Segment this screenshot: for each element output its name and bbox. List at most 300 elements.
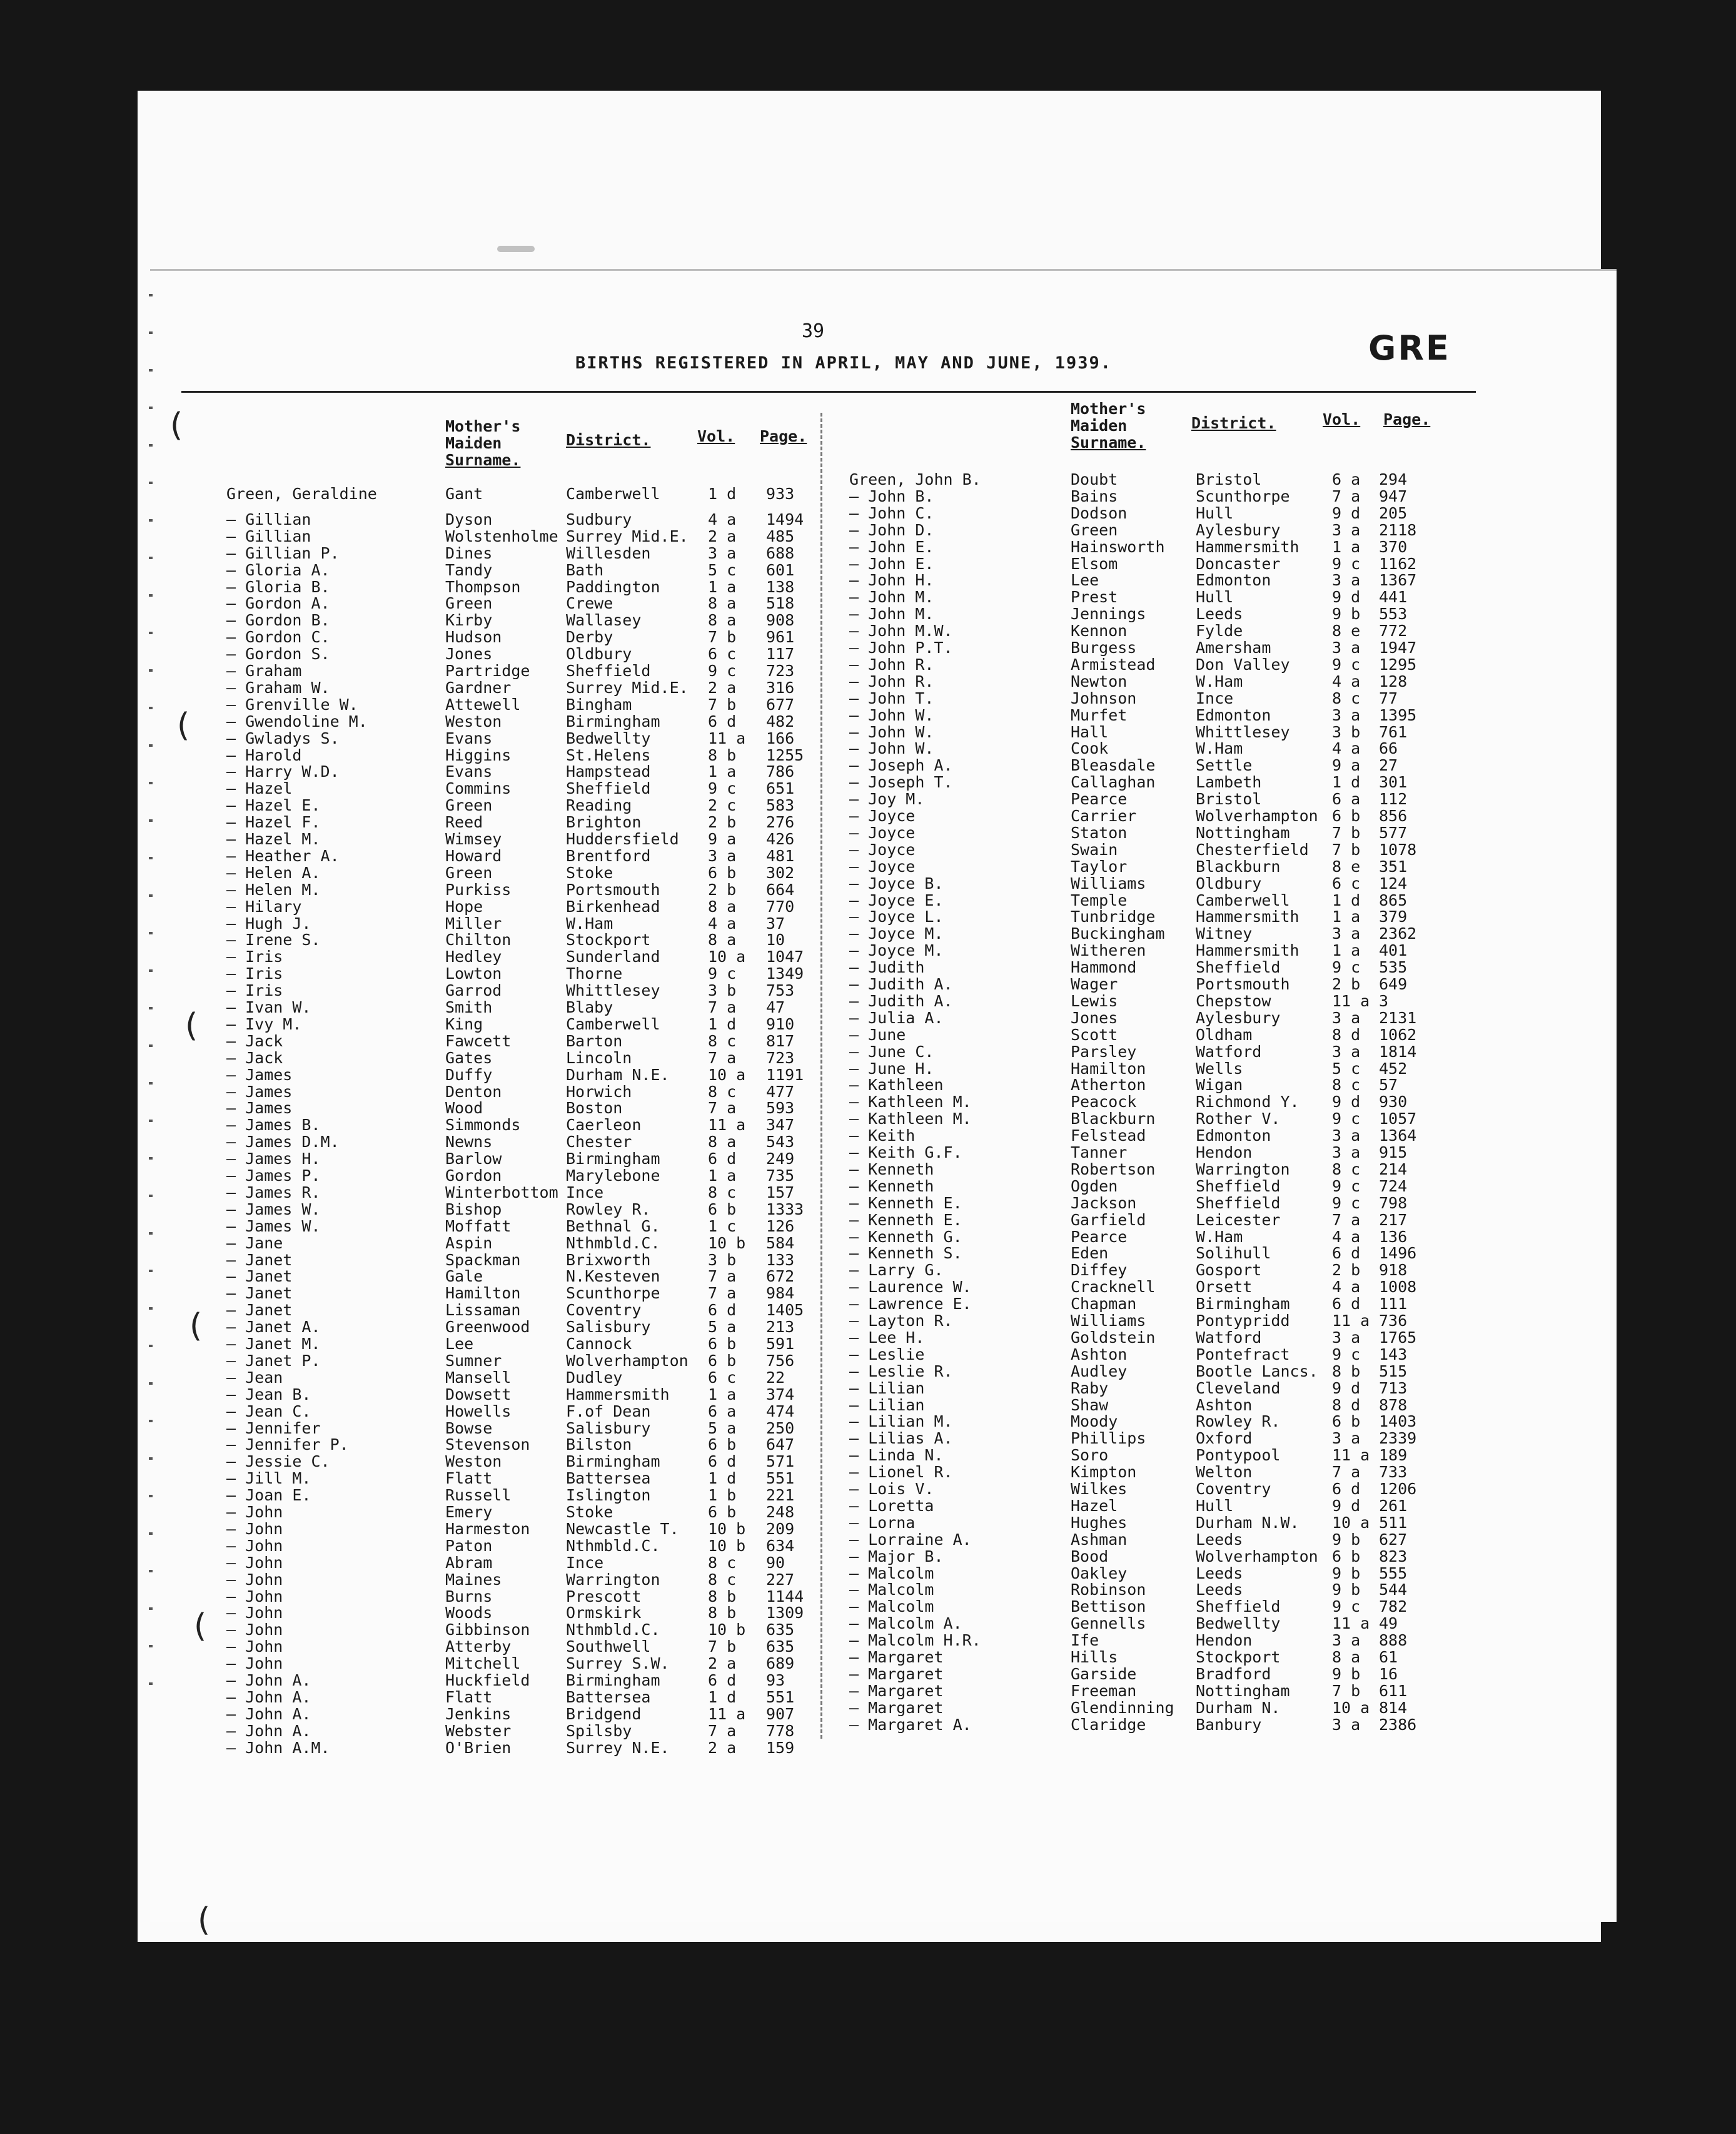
entry-name: — Jack (226, 1048, 283, 1067)
district: Surrey N.E. (566, 1738, 670, 1757)
entry-name: — John W. (849, 739, 934, 758)
maiden-surname: Denton (445, 1082, 502, 1101)
volume: 2 b (1332, 975, 1361, 993)
volume: 6 c (708, 1368, 737, 1387)
maiden-surname: Atterby (445, 1637, 512, 1656)
district: Bradford (1196, 1664, 1271, 1683)
page-ref: 713 (1379, 1378, 1408, 1397)
volume: 11 a (708, 1116, 746, 1135)
volume: 9 c (1332, 1110, 1361, 1128)
volume: 2 a (708, 678, 737, 697)
district: Watford (1196, 1328, 1262, 1347)
district: Bridgend (566, 1704, 642, 1723)
district: Sheffield (1196, 1597, 1281, 1616)
district: Pontypridd (1196, 1312, 1290, 1330)
entry-name: — Gordon S. (226, 645, 330, 664)
page-ref: 933 (766, 485, 795, 503)
district: Paddington (566, 577, 660, 596)
entry-name: — Ivan W. (226, 998, 311, 1016)
volume: 1 b (708, 1486, 737, 1505)
district: Hampstead (566, 762, 651, 781)
maiden-surname: Buckingham (1071, 924, 1165, 943)
page-ref: 213 (766, 1318, 795, 1337)
volume: 10 a (708, 948, 746, 966)
page-ref: 634 (766, 1536, 795, 1555)
district: Settle (1196, 756, 1253, 775)
entry-name: — Gloria A. (226, 560, 330, 579)
maiden-surname: Oakley (1071, 1564, 1128, 1582)
maiden-surname: Winterbottom (445, 1183, 558, 1201)
entry-name: — Iris (226, 964, 283, 983)
entry-name: — John D. (849, 520, 934, 539)
district: Doncaster (1196, 554, 1281, 573)
entry-name: — John E. (849, 537, 934, 556)
volume: 8 c (1332, 1076, 1361, 1095)
entry-name: — Gordon A. (226, 594, 330, 613)
district: Nthmbld.C. (566, 1233, 660, 1252)
entry-name: — Kathleen M. (849, 1093, 972, 1111)
entry-name: — John W. (849, 722, 934, 741)
page-ref: 1255 (766, 746, 804, 764)
page-ref: 49 (1379, 1614, 1398, 1633)
right-district-header: District. (1191, 414, 1276, 432)
district: Aylesbury (1196, 520, 1281, 539)
maiden-surname: Peacock (1071, 1093, 1137, 1111)
district: Wigan (1196, 1076, 1243, 1095)
maiden-surname: Harmeston (445, 1519, 530, 1538)
district: Wallasey (566, 611, 642, 630)
entry-name: — Joyce L. (849, 908, 944, 926)
district: Ince (1196, 689, 1234, 707)
page-ref: 515 (1379, 1362, 1408, 1380)
volume: 6 d (708, 1150, 737, 1168)
district: Battersea (566, 1687, 651, 1706)
entry-name: — John A. (226, 1704, 311, 1723)
volume: 2 b (708, 880, 737, 899)
entry-name: — Heather A. (226, 846, 340, 865)
page-ref: 584 (766, 1233, 795, 1252)
maiden-surname: Kirby (445, 611, 493, 630)
entry-name: — Janet (226, 1284, 293, 1303)
entry-name: — Joyce (849, 807, 916, 825)
entry-name: — Ivy M. (226, 1014, 302, 1033)
volume: 3 b (708, 1250, 737, 1269)
maiden-surname: Parsley (1071, 1042, 1137, 1061)
district: Leeds (1196, 1564, 1243, 1582)
volume: 11 a (1332, 1312, 1370, 1330)
volume: 8 d (1332, 1395, 1361, 1414)
district: Hendon (1196, 1143, 1253, 1161)
district: Oxford (1196, 1429, 1253, 1448)
entry-name: — Gwladys S. (226, 729, 340, 747)
page-ref: 647 (766, 1435, 795, 1454)
volume: 8 c (708, 1570, 737, 1589)
punch-hole-mark: ( (189, 1307, 203, 1345)
district: Bristol (1196, 790, 1262, 809)
volume: 9 c (1332, 655, 1361, 674)
maiden-surname: Woods (445, 1604, 493, 1622)
entry-name: — John H. (849, 571, 934, 590)
page-ref: 1008 (1379, 1278, 1417, 1297)
maiden-surname: Weston (445, 1452, 502, 1471)
page-ref: 16 (1379, 1664, 1398, 1683)
district: Edmonton (1196, 705, 1271, 724)
page-title: BIRTHS REGISTERED IN APRIL, MAY AND JUNE, 1939. (575, 353, 1113, 373)
district: Scunthorpe (1196, 487, 1290, 505)
maiden-surname: Hudson (445, 628, 502, 647)
maiden-surname: Chapman (1071, 1295, 1137, 1313)
district: W.Ham (566, 914, 613, 933)
page-ref: 601 (766, 560, 795, 579)
entry-name: — James H. (226, 1150, 321, 1168)
district: Birmingham (566, 1150, 660, 1168)
entry-name: — Kenneth G. (849, 1227, 962, 1246)
maiden-surname: Tunbridge (1071, 908, 1156, 926)
district: Stockport (566, 931, 651, 949)
maiden-surname: Scott (1071, 1025, 1118, 1044)
volume: 6 d (708, 1452, 737, 1471)
volume: 2 a (708, 527, 737, 545)
district: Bedwellty (1196, 1614, 1281, 1633)
volume: 7 a (1332, 1210, 1361, 1229)
page-ref: 583 (766, 796, 795, 815)
volume: 7 a (708, 998, 737, 1016)
maiden-surname: Stevenson (445, 1435, 530, 1454)
page-ref: 27 (1379, 756, 1398, 775)
maiden-surname: Cracknell (1071, 1278, 1156, 1297)
page-ref: 984 (766, 1284, 795, 1303)
page-ref: 117 (766, 645, 795, 664)
district: Camberwell (1196, 891, 1290, 909)
page-ref: 143 (1379, 1345, 1408, 1363)
page-ref: 214 (1379, 1160, 1408, 1178)
page-ref: 1309 (766, 1604, 804, 1622)
volume: 4 a (708, 914, 737, 933)
entry-name: — James B. (226, 1116, 321, 1135)
entry-name: — Hazel E. (226, 796, 321, 815)
page-ref: 205 (1379, 503, 1408, 522)
volume: 11 a (708, 1704, 746, 1723)
entry-name: — Lorna (849, 1513, 916, 1532)
volume: 9 d (1332, 1093, 1361, 1111)
entry-name: — Linda N. (849, 1446, 944, 1465)
page-ref: 723 (766, 1048, 795, 1067)
entry-name: — John M. (849, 605, 934, 624)
district: Leeds (1196, 605, 1243, 624)
entry-name: — Gillian P. (226, 544, 340, 562)
volume: 8 b (708, 746, 737, 764)
district: Thorne (566, 964, 623, 983)
page-ref: 1405 (766, 1301, 804, 1320)
volume: 9 c (708, 779, 737, 798)
maiden-surname: Swain (1071, 840, 1118, 859)
volume: 4 a (708, 510, 737, 528)
maiden-surname: Evans (445, 762, 493, 781)
page-ref: 166 (766, 729, 795, 747)
district: Stockport (1196, 1648, 1281, 1666)
entry-name: — John (226, 1503, 283, 1521)
volume: 3 a (1332, 924, 1361, 943)
page-ref: 1162 (1379, 554, 1417, 573)
district: Salisbury (566, 1318, 651, 1337)
entry-name: — Leslie R. (849, 1362, 953, 1380)
page-ref: 347 (766, 1116, 795, 1135)
page-ref: 374 (766, 1385, 795, 1403)
entry-name: — Gwendoline M. (226, 712, 368, 731)
volume: 4 a (1332, 1278, 1361, 1297)
volume: 9 c (1332, 1176, 1361, 1195)
maiden-surname: Atherton (1071, 1076, 1146, 1095)
maiden-surname: Hills (1071, 1648, 1118, 1666)
entry-name: — John R. (849, 655, 934, 674)
entry-name: — Malcolm A. (849, 1614, 962, 1633)
page-ref: 90 (766, 1553, 785, 1572)
volume: 10 a (1332, 1698, 1370, 1717)
entry-name: — Malcolm H.R. (849, 1631, 981, 1650)
volume: 10 a (708, 1065, 746, 1084)
maiden-surname: Gordon (445, 1166, 502, 1185)
district: Birmingham (566, 1671, 660, 1689)
page-ref: 593 (766, 1099, 795, 1118)
page-ref: 1191 (766, 1065, 804, 1084)
maiden-surname: Gardner (445, 678, 512, 697)
entry-name: — Kenneth (849, 1176, 934, 1195)
volume: 3 a (1332, 1042, 1361, 1061)
maiden-surname: Evans (445, 729, 493, 747)
page-ref: 294 (1379, 470, 1408, 488)
right-vol-header: Vol. (1323, 410, 1361, 428)
page-ref: 1494 (766, 510, 804, 528)
maiden-surname: Armistead (1071, 655, 1156, 674)
district: Derby (566, 628, 613, 647)
district: Chester (566, 1133, 632, 1151)
maiden-surname: Newns (445, 1133, 493, 1151)
maiden-surname: Gant (445, 485, 483, 503)
volume: 9 c (708, 964, 737, 983)
page-ref: 736 (1379, 1312, 1408, 1330)
district: Rother V. (1196, 1110, 1281, 1128)
district: N.Kesteven (566, 1267, 660, 1286)
district: Whittlesey (1196, 722, 1290, 741)
page-ref: 910 (766, 1014, 795, 1033)
district: Brentford (566, 846, 651, 865)
maiden-surname: Gennells (1071, 1614, 1146, 1633)
entry-name: — Joyce M. (849, 941, 944, 960)
volume: 1 d (1332, 891, 1361, 909)
volume: 8 a (708, 1133, 737, 1151)
district: Boston (566, 1099, 623, 1118)
district: Leicester (1196, 1210, 1281, 1229)
volume: 5 c (708, 560, 737, 579)
page-ref: 261 (1379, 1496, 1408, 1515)
page-ref: 733 (1379, 1463, 1408, 1482)
volume: 3 a (1332, 571, 1361, 590)
volume: 1 d (708, 1469, 737, 1488)
maiden-surname: Tanner (1071, 1143, 1128, 1161)
page-ref: 908 (766, 611, 795, 630)
volume: 1 d (1332, 773, 1361, 792)
maiden-surname: Doubt (1071, 470, 1118, 488)
page-ref: 1395 (1379, 705, 1417, 724)
page-ref: 918 (1379, 1261, 1408, 1280)
maiden-surname: Spackman (445, 1250, 521, 1269)
volume: 6 b (708, 1200, 737, 1218)
district: Wolverhampton (1196, 1547, 1318, 1565)
district: Marylebone (566, 1166, 660, 1185)
page-ref: 441 (1379, 588, 1408, 607)
district: Surrey Mid.E. (566, 678, 689, 697)
page-ref: 688 (766, 544, 795, 562)
maiden-surname: Audley (1071, 1362, 1128, 1380)
volume: 5 a (708, 1318, 737, 1337)
entry-name: — Kathleen (849, 1076, 944, 1095)
volume: 9 d (1332, 1496, 1361, 1515)
district: Camberwell (566, 485, 660, 503)
page-ref: 518 (766, 594, 795, 613)
page-ref: 915 (1379, 1143, 1408, 1161)
maiden-surname: O'Brien (445, 1738, 512, 1757)
maiden-surname: Williams (1071, 874, 1146, 893)
district: Aylesbury (1196, 1008, 1281, 1027)
volume: 9 a (1332, 756, 1361, 775)
header-rule (181, 391, 1476, 393)
page-ref: 947 (1379, 487, 1408, 505)
district: Huddersfield (566, 830, 679, 848)
punch-hole-mark: ( (194, 1607, 207, 1645)
entry-name: — Larry G. (849, 1261, 944, 1280)
volume: 2 b (708, 813, 737, 832)
entry-name: — Jean C. (226, 1402, 311, 1420)
page-ref: 1349 (766, 964, 804, 983)
entry-name: — John (226, 1536, 283, 1555)
maiden-surname: Maines (445, 1570, 502, 1589)
district: Battersea (566, 1469, 651, 1488)
entry-name: — John A. (226, 1671, 311, 1689)
maiden-surname: Freeman (1071, 1681, 1137, 1700)
maiden-surname: Emery (445, 1503, 493, 1521)
page-ref: 930 (1379, 1093, 1408, 1111)
page-ref: 553 (1379, 605, 1408, 624)
page-ref: 138 (766, 577, 795, 596)
page-ref: 817 (766, 1031, 795, 1050)
volume: 3 a (1332, 1143, 1361, 1161)
volume: 9 b (1332, 605, 1361, 624)
maiden-surname: Huckfield (445, 1671, 530, 1689)
page-ref: 1367 (1379, 571, 1417, 590)
district: Sheffield (1196, 1176, 1281, 1195)
page-number: 39 (802, 320, 825, 342)
district: Southwell (566, 1637, 651, 1656)
entry-name: — Jennifer P. (226, 1435, 349, 1454)
district: Chesterfield (1196, 840, 1309, 859)
district: Richmond Y. (1196, 1093, 1299, 1111)
district: Blaby (566, 998, 613, 1016)
volume: 1 d (708, 1014, 737, 1033)
district: Islington (566, 1486, 651, 1505)
page-ref: 316 (766, 678, 795, 697)
district: Durham N.W. (1196, 1513, 1299, 1532)
volume: 6 b (708, 863, 737, 882)
district: Crewe (566, 594, 613, 613)
volume: 8 e (1332, 622, 1361, 640)
district: Cannock (566, 1335, 632, 1353)
district: Oldbury (566, 645, 632, 664)
volume: 3 a (1332, 1715, 1361, 1734)
volume: 8 c (708, 1082, 737, 1101)
maiden-surname: Johnson (1071, 689, 1137, 707)
left-district-header: District. (566, 431, 651, 449)
entry-name: — June C. (849, 1042, 934, 1061)
entry-name: — James R. (226, 1183, 321, 1201)
district: Sunderland (566, 948, 660, 966)
maiden-surname: Burns (445, 1587, 493, 1606)
entry-name: — Janet M. (226, 1335, 321, 1353)
volume: 9 d (1332, 503, 1361, 522)
district: Durham N. (1196, 1698, 1281, 1717)
maiden-surname: Wimsey (445, 830, 502, 848)
entry-name: — Joseph A. (849, 756, 953, 775)
district: Spilsby (566, 1721, 632, 1740)
entry-name: — John A. (226, 1721, 311, 1740)
entry-name: — Malcolm (849, 1597, 934, 1616)
district: Brixworth (566, 1250, 651, 1269)
district: Dudley (566, 1368, 623, 1387)
volume: 11 a (1332, 991, 1370, 1010)
volume: 6 c (1332, 874, 1361, 893)
page-ref: 1047 (766, 948, 804, 966)
page-ref: 22 (766, 1368, 785, 1387)
entry-name: — John P.T. (849, 639, 953, 657)
district: Amersham (1196, 639, 1271, 657)
page-ref: 770 (766, 897, 795, 916)
volume: 6 a (1332, 790, 1361, 809)
entry-name: — John (226, 1637, 283, 1656)
district: Ince (566, 1553, 604, 1572)
district: Willesden (566, 544, 651, 562)
maiden-surname: Sumner (445, 1351, 502, 1370)
volume: 8 b (1332, 1362, 1361, 1380)
volume: 6 c (708, 645, 737, 664)
district: Ince (566, 1183, 604, 1201)
entry-name: — Loretta (849, 1496, 934, 1515)
volume: 9 a (708, 830, 737, 848)
district: Ashton (1196, 1395, 1253, 1414)
volume: 7 b (708, 1637, 737, 1656)
maiden-surname: Gates (445, 1048, 493, 1067)
district: Gosport (1196, 1261, 1262, 1280)
entry-name: — John C. (849, 503, 934, 522)
maiden-surname: Dodson (1071, 503, 1128, 522)
page-ref: 111 (1379, 1295, 1408, 1313)
volume: 6 a (708, 1402, 737, 1420)
volume: 10 b (708, 1519, 746, 1538)
volume: 6 b (708, 1351, 737, 1370)
volume: 1 a (708, 577, 737, 596)
volume: 7 a (708, 1048, 737, 1067)
district: W.Ham (1196, 1227, 1243, 1246)
volume: 6 d (1332, 1295, 1361, 1313)
page-ref: 249 (766, 1150, 795, 1168)
entry-name: — Graham W. (226, 678, 330, 697)
page-ref: 112 (1379, 790, 1408, 809)
maiden-surname: Simmonds (445, 1116, 521, 1135)
maiden-surname: Howard (445, 846, 502, 865)
volume: 9 d (1332, 1378, 1361, 1397)
right-maiden-header-2: Maiden (1071, 417, 1128, 435)
district: Bilston (566, 1435, 632, 1454)
maiden-surname: Howells (445, 1402, 512, 1420)
maiden-surname: Hedley (445, 948, 502, 966)
